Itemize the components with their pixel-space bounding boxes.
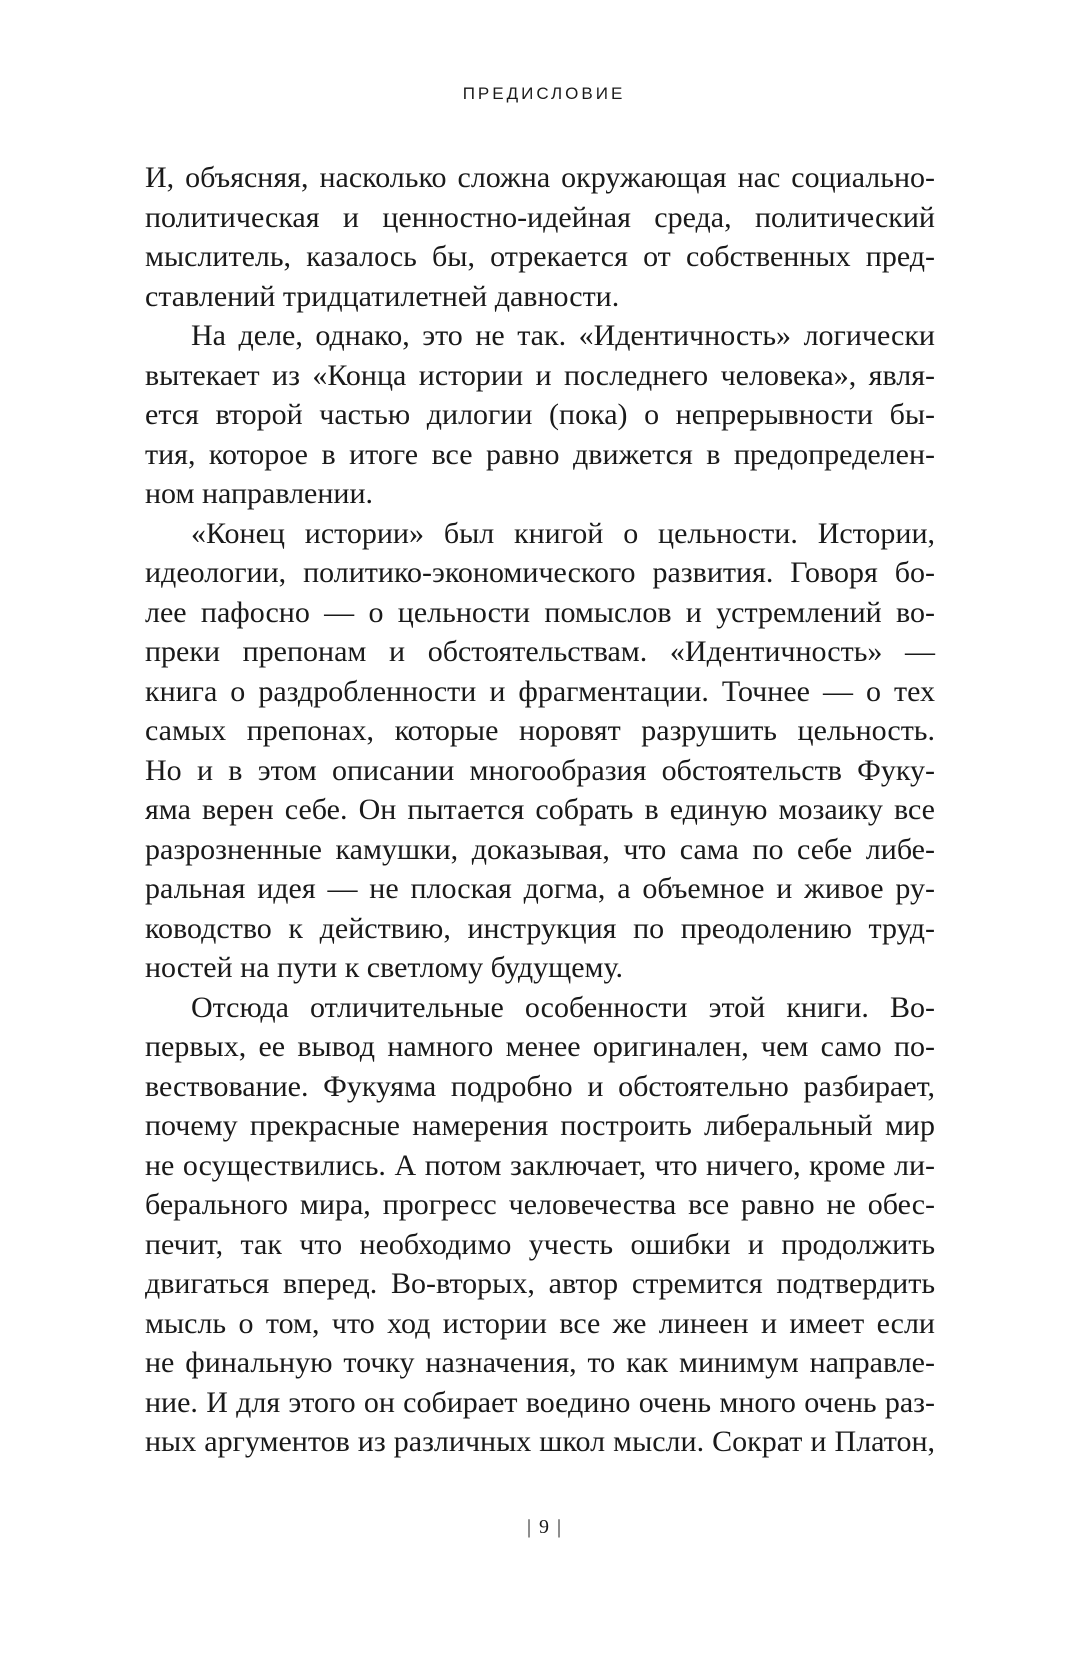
- text-line: ставлений тридцатилетней давности.: [145, 279, 620, 313]
- text-line: преки препонам и обстоятельствам. «Идентичность» —: [145, 635, 935, 668]
- text-line: ном направлении.: [145, 477, 374, 510]
- text-line: Но и в этом описании многообразия обстоятельств Фуку-: [145, 753, 935, 787]
- text-line: самых препонах, которые норовят разрушить цельность.: [145, 714, 935, 747]
- text-line: тия, которое в итоге все равно движется в предопределен-: [145, 437, 935, 471]
- paragraph: [145, 316, 935, 514]
- text-line: идеологии, политико-экономического развития. Говоря бо-: [145, 556, 935, 589]
- page-number: [0, 1516, 1088, 1539]
- text-line: не финальную точку назначения, то как минимум направле-: [145, 1346, 935, 1379]
- text-line: На деле, однако, это не так. «Идентичность» логически: [191, 319, 935, 352]
- text-line: печит, так что необходимо учесть ошибки и продолжить: [145, 1227, 935, 1261]
- text-line: ных аргументов из различных школ мысли. Сократ и Платон,: [145, 1425, 935, 1458]
- text-line: книга о раздробленности и фрагментации. Точнее — о тех: [145, 674, 935, 708]
- paragraph: [145, 514, 935, 988]
- text-line: разрозненные камушки, доказывая, что сама по себе либе-: [145, 832, 935, 866]
- folio-bar-right: |: [557, 1516, 562, 1538]
- body-text: [145, 158, 935, 1462]
- text-line: берального мира, прогресс человечества все равно не обес-: [145, 1188, 935, 1221]
- text-line: не осуществились. А потом заключает, что ничего, кроме ли-: [145, 1148, 935, 1182]
- text-line: первых, ее вывод намного менее оригинален, чем само по-: [145, 1030, 935, 1063]
- text-line: лее пафосно — о цельности помыслов и устремлений во-: [145, 595, 935, 629]
- folio-bar-left: |: [526, 1516, 531, 1538]
- text-line: политическая и ценностно-идейная среда, политический: [145, 200, 935, 234]
- text-line: ется второй частью дилогии (пока) о непрерывности бы-: [145, 398, 935, 431]
- text-line: яма верен себе. Он пытается собрать в единую мозаику все: [145, 793, 935, 826]
- text-line: почему прекрасные намерения построить либеральный мир: [145, 1109, 935, 1142]
- text-line: ководство к действию, инструкция по преодолению труд-: [145, 911, 935, 945]
- text-line: Отсюда отличительные особенности этой книги. Во-: [191, 990, 935, 1024]
- text-line: вытекает из «Конца истории и последнего человека», явля-: [145, 358, 935, 392]
- text-line: мыслитель, казалось бы, отрекается от собственных пред-: [145, 240, 935, 273]
- page-number-value: 9: [539, 1516, 549, 1538]
- text-line: ние. И для этого он собирает воедино очень много очень раз-: [145, 1385, 935, 1419]
- text-line: двигаться вперед. Во-вторых, автор стремится подтвердить: [145, 1267, 935, 1300]
- paragraph: [145, 988, 935, 1462]
- text-line: И, объясняя, насколько сложна окружающая нас социально-: [145, 161, 935, 194]
- text-line: «Конец истории» был книгой о цельности. Истории,: [191, 516, 935, 550]
- text-line: ностей на пути к светлому будущему.: [145, 951, 624, 984]
- running-head: ПРЕДИСЛОВИЕ: [462, 84, 626, 103]
- text-line: мысль о том, что ход истории все же линеен и имеет если: [145, 1306, 935, 1340]
- text-line: ральная идея — не плоская догма, а объемное и живое ру-: [145, 872, 935, 905]
- paragraph: [145, 158, 935, 316]
- text-line: вествование. Фукуяма подробно и обстоятельно разбирает,: [145, 1069, 935, 1103]
